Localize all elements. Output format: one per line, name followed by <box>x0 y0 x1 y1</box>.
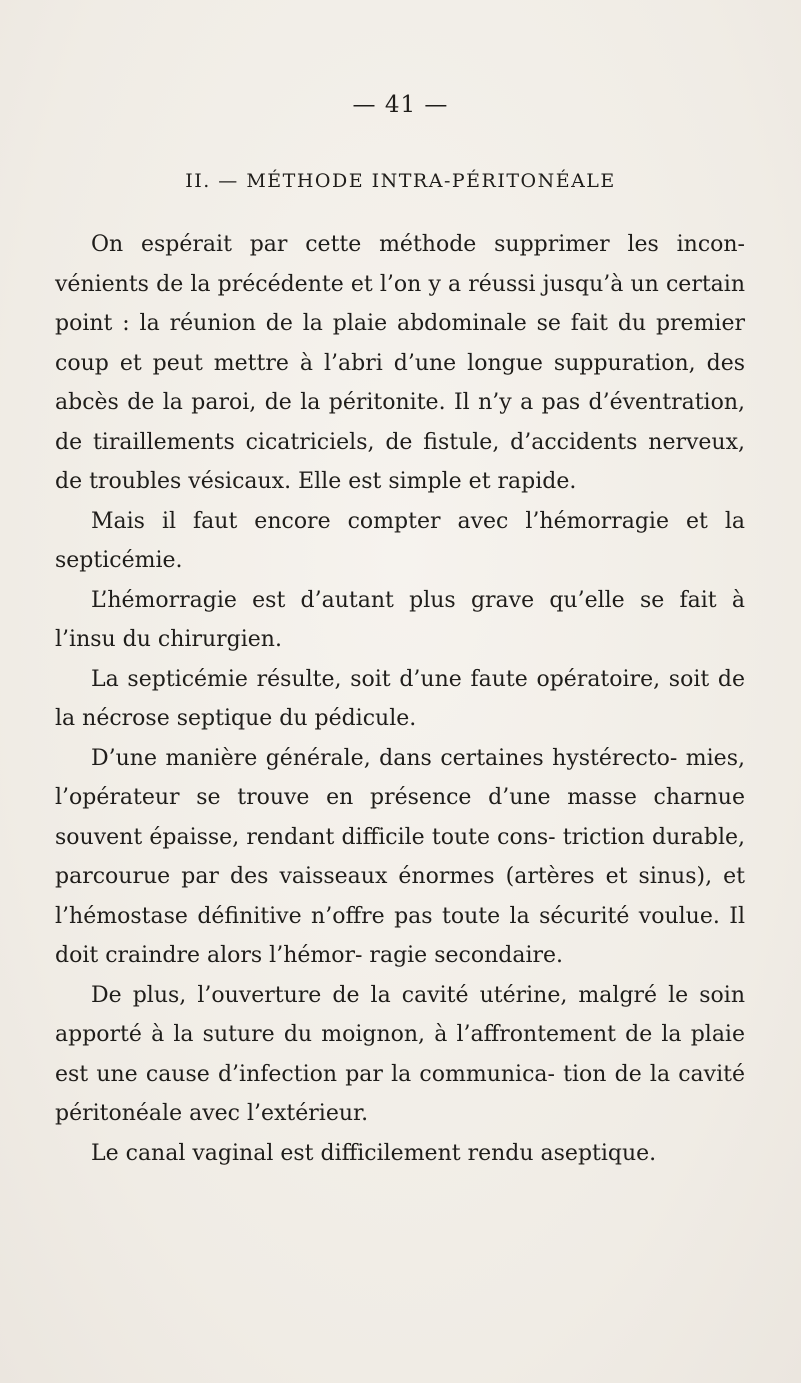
page-number: — 41 — <box>352 92 449 118</box>
paragraph: D’une manière générale, dans certaines hystérecto- mies, l’opérateur se trouve en présence d’une masse charnue souvent épaisse, rendant difficile toute cons- triction durable, parcourue par des vaisseaux énormes (artères et sinus), et l’hémostase définitive n’offre pas toute la sécurité voulue. Il doit craindre alors l’hémor- ragie secondaire. <box>55 745 745 968</box>
section-heading: II. — MÉTHODE INTRA-PÉRITONÉALE <box>185 170 616 192</box>
paragraph: L’hémorragie est d’autant plus grave qu’elle se fait à l’insu du chirurgien. <box>55 587 745 652</box>
paragraph: On espérait par cette méthode supprimer les incon- vénients de la précédente et l’on y a réussi jusqu’à un certain point : la réunion de la plaie abdominale se fait du premier coup et peut mettre à l’abri d’une longue suppuration, des abcès de la paroi, de la péritonite. Il n’y a pas d’éventration, de tiraillements cicatriciels, de fistule, d’accidents nerveux, de troubles vésicaux. Elle est simple et rapide. <box>55 232 745 494</box>
paragraph: De plus, l’ouverture de la cavité utérine, malgré le soin apporté à la suture du moignon, à l’affrontement de la plaie est une cause d’infection par la communica- tion de la cavité péritonéale avec l’extérieur. <box>55 982 745 1126</box>
paragraph: La septicémie résulte, soit d’une faute opératoire, soit de la nécrose septique du pédicule. <box>55 666 745 731</box>
body-text <box>55 225 745 1173</box>
paragraph: Le canal vaginal est difficilement rendu aseptique. <box>91 1140 657 1166</box>
paragraph: Mais il faut encore compter avec l’hémorragie et la septicémie. <box>55 508 745 573</box>
